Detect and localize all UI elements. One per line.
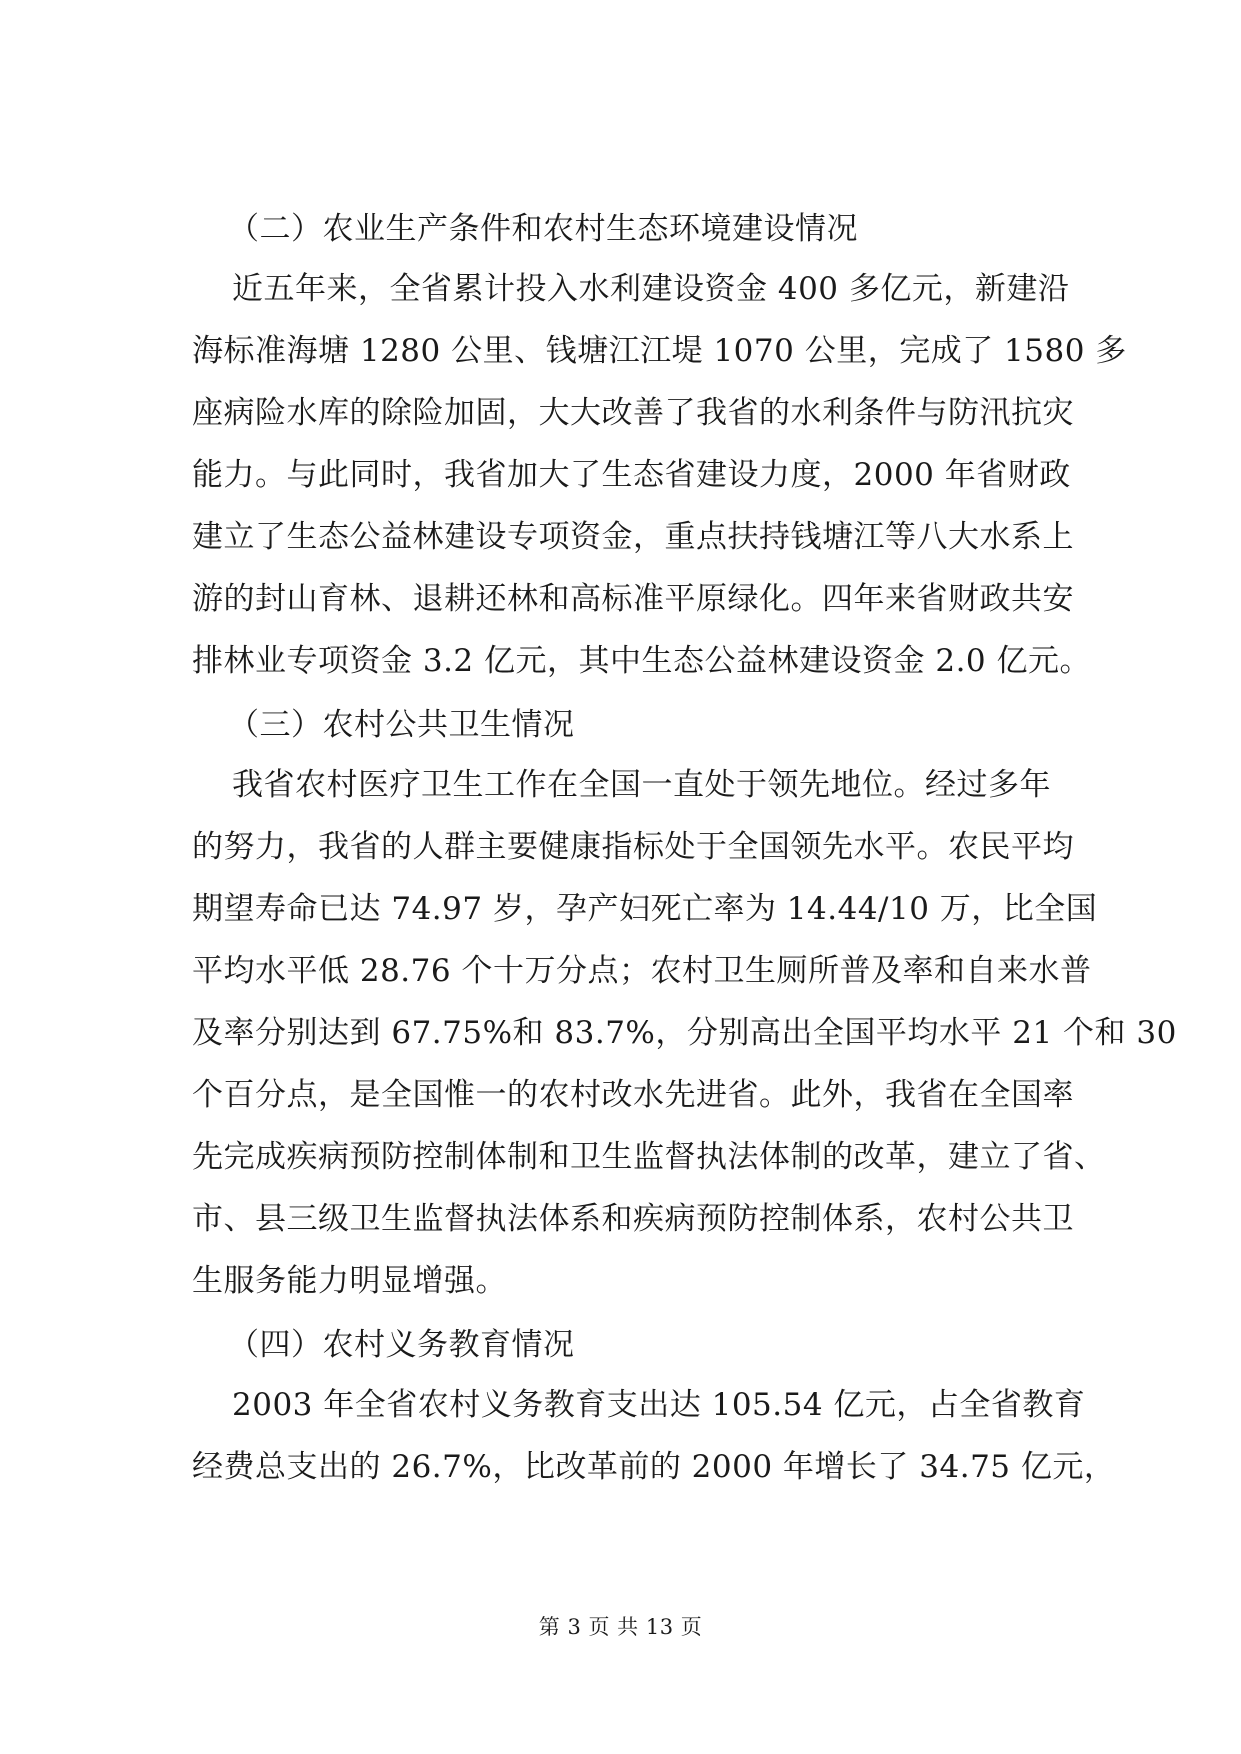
paragraph-line: 我省农村医疗卫生工作在全国一直处于领先地位。经过多年 bbox=[232, 767, 1051, 803]
section-heading-2: （二）农业生产条件和农村生态环境建设情况 bbox=[228, 211, 858, 247]
paragraph-line: 近五年来，全省累计投入水利建设资金 400 多亿元，新建沿 bbox=[232, 271, 1070, 307]
paragraph-line: 排林业专项资金 3.2 亿元，其中生态公益林建设资金 2.0 亿元。 bbox=[192, 643, 1092, 679]
paragraph-line: 期望寿命已达 74.97 岁，孕产妇死亡率为 14.44/10 万，比全国 bbox=[192, 891, 1098, 927]
paragraph-line: 先完成疾病预防控制体制和卫生监督执法体制的改革，建立了省、 bbox=[192, 1139, 1106, 1175]
paragraph-line: 座病险水库的除险加固，大大改善了我省的水利条件与防汛抗灾 bbox=[192, 395, 1074, 431]
section-heading-4: （四）农村义务教育情况 bbox=[228, 1327, 575, 1363]
paragraph-line: 及率分别达到 67.75%和 83.7%，分别高出全国平均水平 21 个和 30 bbox=[192, 1015, 1177, 1051]
paragraph-line: 能力。与此同时，我省加大了生态省建设力度，2000 年省财政 bbox=[192, 457, 1071, 493]
paragraph-line: 游的封山育林、退耕还林和高标准平原绿化。四年来省财政共安 bbox=[192, 581, 1074, 617]
paragraph-line: 个百分点，是全国惟一的农村改水先进省。此外，我省在全国率 bbox=[192, 1077, 1074, 1113]
paragraph-line: 的努力，我省的人群主要健康指标处于全国领先水平。农民平均 bbox=[192, 829, 1074, 865]
paragraph-line: 生服务能力明显增强。 bbox=[192, 1263, 507, 1299]
paragraph-line: 建立了生态公益林建设专项资金，重点扶持钱塘江等八大水系上 bbox=[192, 519, 1074, 555]
section-heading-3: （三）农村公共卫生情况 bbox=[228, 707, 575, 743]
paragraph-line: 海标准海塘 1280 公里、钱塘江江堤 1070 公里，完成了 1580 多 bbox=[192, 333, 1127, 369]
paragraph-line: 经费总支出的 26.7%，比改革前的 2000 年增长了 34.75 亿元， bbox=[192, 1449, 1116, 1485]
paragraph-line: 2003 年全省农村义务教育支出达 105.54 亿元，占全省教育 bbox=[232, 1387, 1086, 1423]
paragraph-line: 市、县三级卫生监督执法体系和疾病预防控制体系，农村公共卫 bbox=[192, 1201, 1074, 1237]
paragraph-line: 平均水平低 28.76 个十万分点；农村卫生厕所普及率和自来水普 bbox=[192, 953, 1092, 989]
page-number-footer: 第 3 页 共 13 页 bbox=[538, 1615, 703, 1639]
